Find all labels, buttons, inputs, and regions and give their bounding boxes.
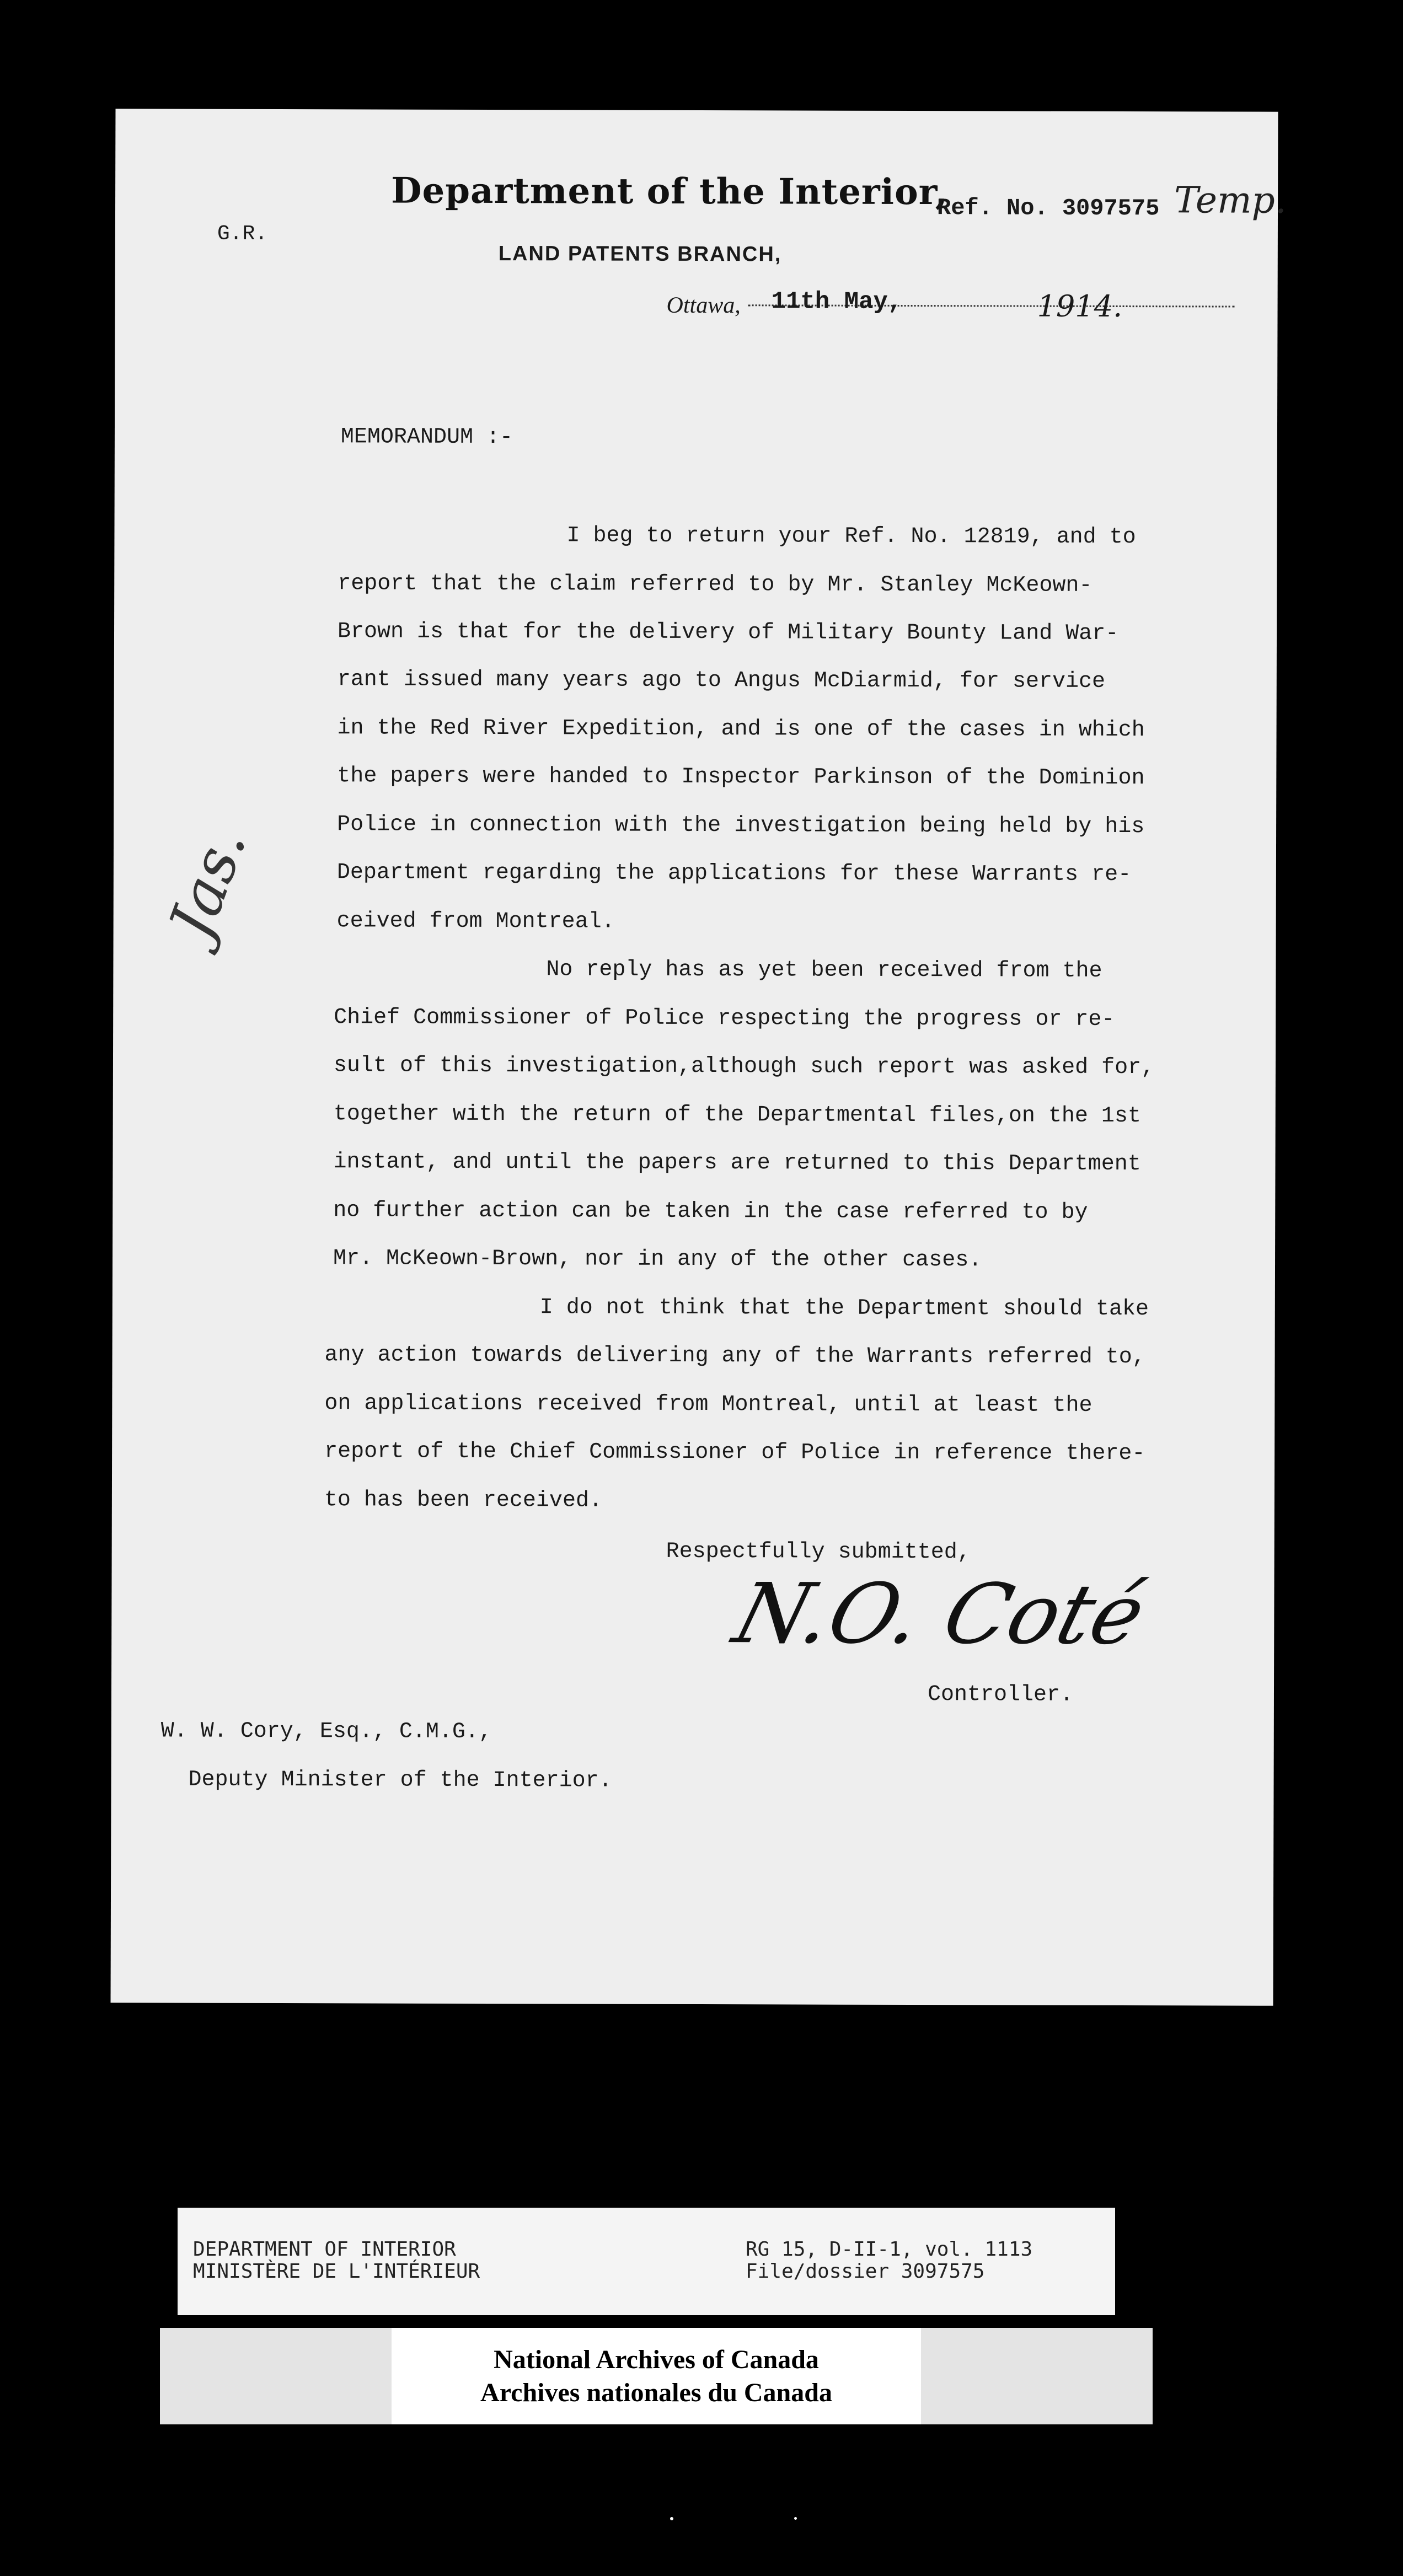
addressee-title: Deputy Minister of the Interior.	[188, 1767, 612, 1794]
reference-handwritten-note: Temp.	[1174, 179, 1287, 222]
city-label: Ottawa,	[666, 292, 741, 319]
archives-banner-panel	[392, 2328, 921, 2424]
memo-body-line: Chief Commissioner of Police respecting the progress or re-	[334, 1005, 1115, 1032]
archive-department-en: DEPARTMENT OF INTERIOR	[193, 2238, 456, 2261]
memo-body-line: No reply has as yet been received from the	[546, 957, 1102, 984]
memo-body-line: report of the Chief Commissioner of Police in reference there-	[324, 1439, 1145, 1467]
memo-body-line: I beg to return your Ref. No. 12819, and to	[566, 523, 1136, 550]
memo-body-line: instant, and until the papers are returned to this Department	[333, 1150, 1141, 1177]
memo-body-line: no further action can be taken in the case referred to by	[333, 1198, 1088, 1225]
memo-body-line: the papers were handed to Inspector Parkinson of the Dominion	[337, 764, 1145, 791]
memo-heading: MEMORANDUM :-	[340, 425, 513, 450]
department-letterhead: Department of the Interior,	[391, 170, 949, 213]
addressee-name: W. W. Cory, Esq., C.M.G.,	[160, 1719, 492, 1745]
archives-name-fr: Archives nationales du Canada	[480, 2378, 832, 2407]
archives-name-en: National Archives of Canada	[494, 2345, 819, 2374]
archive-file-number: File/dossier 3097575	[746, 2260, 985, 2283]
archive-department-fr: MINISTÈRE DE L'INTÉRIEUR	[193, 2260, 480, 2283]
memo-body-line: any action towards delivering any of the Warrants referred to,	[324, 1343, 1145, 1370]
memo-body-line: ceived from Montreal.	[336, 909, 615, 935]
reference-number: Ref. No. 3097575	[936, 195, 1160, 222]
archive-record-group: RG 15, D-II-1, vol. 1113	[746, 2238, 1033, 2261]
memo-year: 1914.	[1037, 288, 1123, 324]
memo-date: 11th May,	[771, 288, 903, 316]
memo-body-line: Brown is that for the delivery of Military Bounty Land War-	[337, 619, 1119, 647]
closing-line: Respectfully submitted,	[666, 1539, 971, 1565]
signer-title: Controller.	[927, 1682, 1074, 1708]
memo-body-line: I do not think that the Department should take	[539, 1295, 1149, 1322]
memo-body-line: report that the claim referred to by Mr. Stanley McKeown-	[338, 571, 1093, 598]
memo-body-line: Department regarding the applications for these Warrants re-	[336, 860, 1132, 888]
scan-speck	[670, 2517, 673, 2520]
memo-body-line: Police in connection with the investigation being held by his	[337, 812, 1145, 840]
archives-banner	[160, 2328, 1153, 2424]
memo-page	[111, 109, 1287, 2006]
memo-body-line: Mr. McKeown-Brown, nor in any of the other cases.	[333, 1246, 982, 1273]
archive-reference-label	[178, 2208, 1115, 2315]
branch-name: LAND PATENTS BRANCH,	[498, 242, 782, 266]
memo-body-line: rant issued many years ago to Angus McDiarmid, for service	[337, 667, 1106, 694]
memo-body-line: on applications received from Montreal, until at least the	[324, 1391, 1093, 1418]
memo-body-line: to has been received.	[324, 1488, 603, 1514]
scan-speck	[794, 2517, 797, 2520]
margin-stamp: Jas.	[155, 819, 260, 948]
handwritten-signature: N.O. Coté	[724, 1566, 1155, 1663]
initials-mark: G.R.	[217, 222, 268, 246]
memo-body-line: sult of this investigation,although such report was asked for,	[333, 1053, 1155, 1081]
memo-body-line: in the Red River Expedition, and is one of the cases in which	[337, 716, 1145, 743]
memo-body-line: together with the return of the Departmental files,on the 1st	[333, 1102, 1142, 1129]
